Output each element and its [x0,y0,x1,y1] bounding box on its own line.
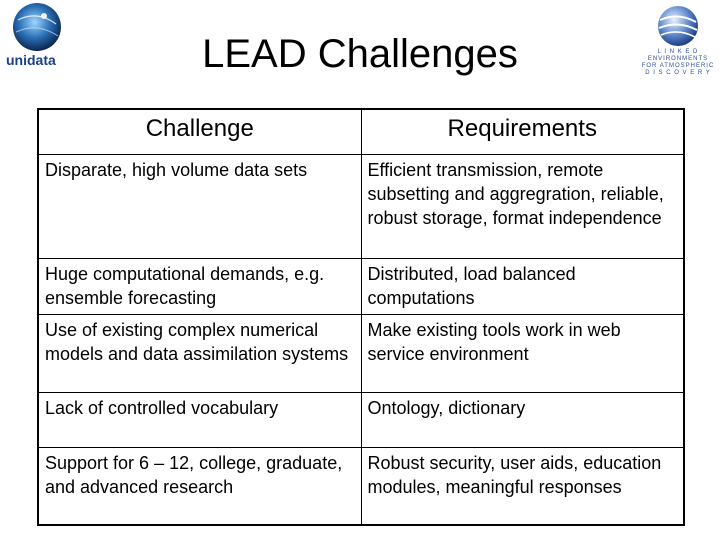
table-row [38,392,684,447]
slide-title: LEAD Challenges [202,32,518,76]
challenge-cell: Support for 6 – 12, college, graduate, and advanced research [38,447,361,525]
lead-lockup-line-3: FOR ATMOSPHERIC [642,63,714,69]
challenge-cell: Huge computational demands, e.g. ensemble forecasting [38,258,361,314]
requirements-cell: Make existing tools work in web service environment [361,314,684,392]
table-header-row [38,109,684,154]
table-row [38,447,684,525]
challenges-table [37,108,685,526]
unidata-logo-text: unidata [6,52,56,68]
table-row [38,258,684,314]
lead-lockup-line-2: ENVIRONMENTS [647,56,709,62]
header-requirements: Requirements [361,109,684,154]
challenge-cell: Disparate, high volume data sets [38,154,361,258]
requirements-cell: Robust security, user aids, education modules, meaningful responses [361,447,684,525]
table-row [38,314,684,392]
requirements-cell: Ontology, dictionary [361,392,684,447]
lead-lockup-line-1: L I N K E D [657,49,699,55]
challenge-cell: Use of existing complex numerical models and data assimilation systems [38,314,361,392]
requirements-cell: Efficient transmission, remote subsetting and aggregration, reliable, robust storage, format independence [361,154,684,258]
lead-lockup-line-4: D I S C O V E R Y [645,70,711,76]
requirements-cell: Distributed, load balanced computations [361,258,684,314]
challenge-cell: Lack of controlled vocabulary [38,392,361,447]
header-challenge: Challenge [38,109,361,154]
table-row [38,154,684,258]
